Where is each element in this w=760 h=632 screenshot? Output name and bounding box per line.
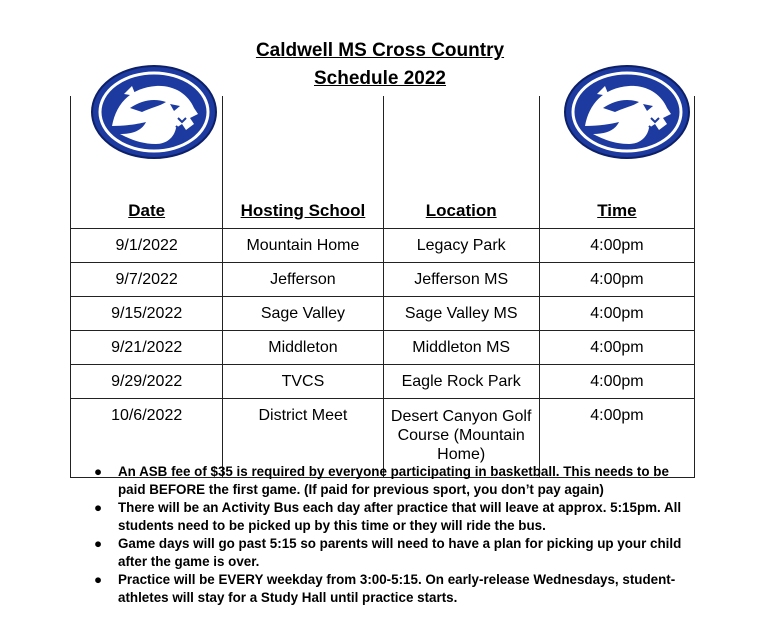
location-cell: Jefferson MS [383,263,539,297]
column-header-time: Time [539,96,694,229]
time-cell: 4:00pm [539,331,694,365]
time-cell: 4:00pm [539,229,694,263]
time-cell: 4:00pm [539,263,694,297]
list-item [92,535,692,571]
bullet-icon: ● [94,464,103,479]
host-cell: Middleton [223,331,383,365]
note-text: An ASB fee of $35 is required by everyone participating in basketball. This needs to be paid BEFORE the first game. (If paid for previous sport, you don’t pay again) [118,464,669,497]
bullet-icon: ● [94,572,103,587]
page-subtitle: Schedule 2022 [313,68,447,89]
note-text: There will be an Activity Bus each day after practice that will leave at approx. 5:15pm. All students need to be picked up by this time or they will ride the bus. [118,500,682,533]
location-cell: Legacy Park [383,229,539,263]
column-header-date: Date [71,96,223,229]
host-cell: Jefferson [223,263,383,297]
date-cell: 9/29/2022 [71,365,223,399]
column-header-location: Location [383,96,539,229]
table-row [71,331,695,365]
host-cell: TVCS [223,365,383,399]
host-cell: Mountain Home [223,229,383,263]
page-title: Caldwell MS Cross Country [255,40,505,61]
table-row [71,297,695,331]
table-row [71,365,695,399]
date-cell: 9/15/2022 [71,297,223,331]
list-item [92,499,692,535]
location-cell: Eagle Rock Park [383,365,539,399]
list-item [92,463,692,499]
note-text: Practice will be EVERY weekday from 3:00-5:15. On early-release Wednesdays, student-athletes will stay for a Study Hall until practice starts. [118,572,676,605]
date-cell: 9/1/2022 [71,229,223,263]
time-cell: 4:00pm [539,365,694,399]
date-cell: 9/21/2022 [71,331,223,365]
cougar-mascot-icon [563,64,691,160]
location-cell: Middleton MS [383,331,539,365]
host-cell: Sage Valley [223,297,383,331]
note-text: Game days will go past 5:15 so parents will need to have a plan for picking up your child after the game is over. [118,536,682,569]
list-item [92,571,692,607]
notes-list [92,463,692,607]
bullet-icon: ● [94,536,103,551]
location-cell: Sage Valley MS [383,297,539,331]
column-header-hosting-school: Hosting School [223,96,383,229]
time-cell: 4:00pm [539,399,694,478]
table-row [71,263,695,297]
time-cell: 4:00pm [539,297,694,331]
date-cell: 9/7/2022 [71,263,223,297]
bullet-icon: ● [94,500,103,515]
host-cell: District Meet [223,399,383,478]
date-cell: 10/6/2022 [71,399,223,478]
location-cell: Desert Canyon Golf Course (Mountain Home) [383,399,539,478]
table-row [71,229,695,263]
cougar-mascot-icon [90,64,218,160]
